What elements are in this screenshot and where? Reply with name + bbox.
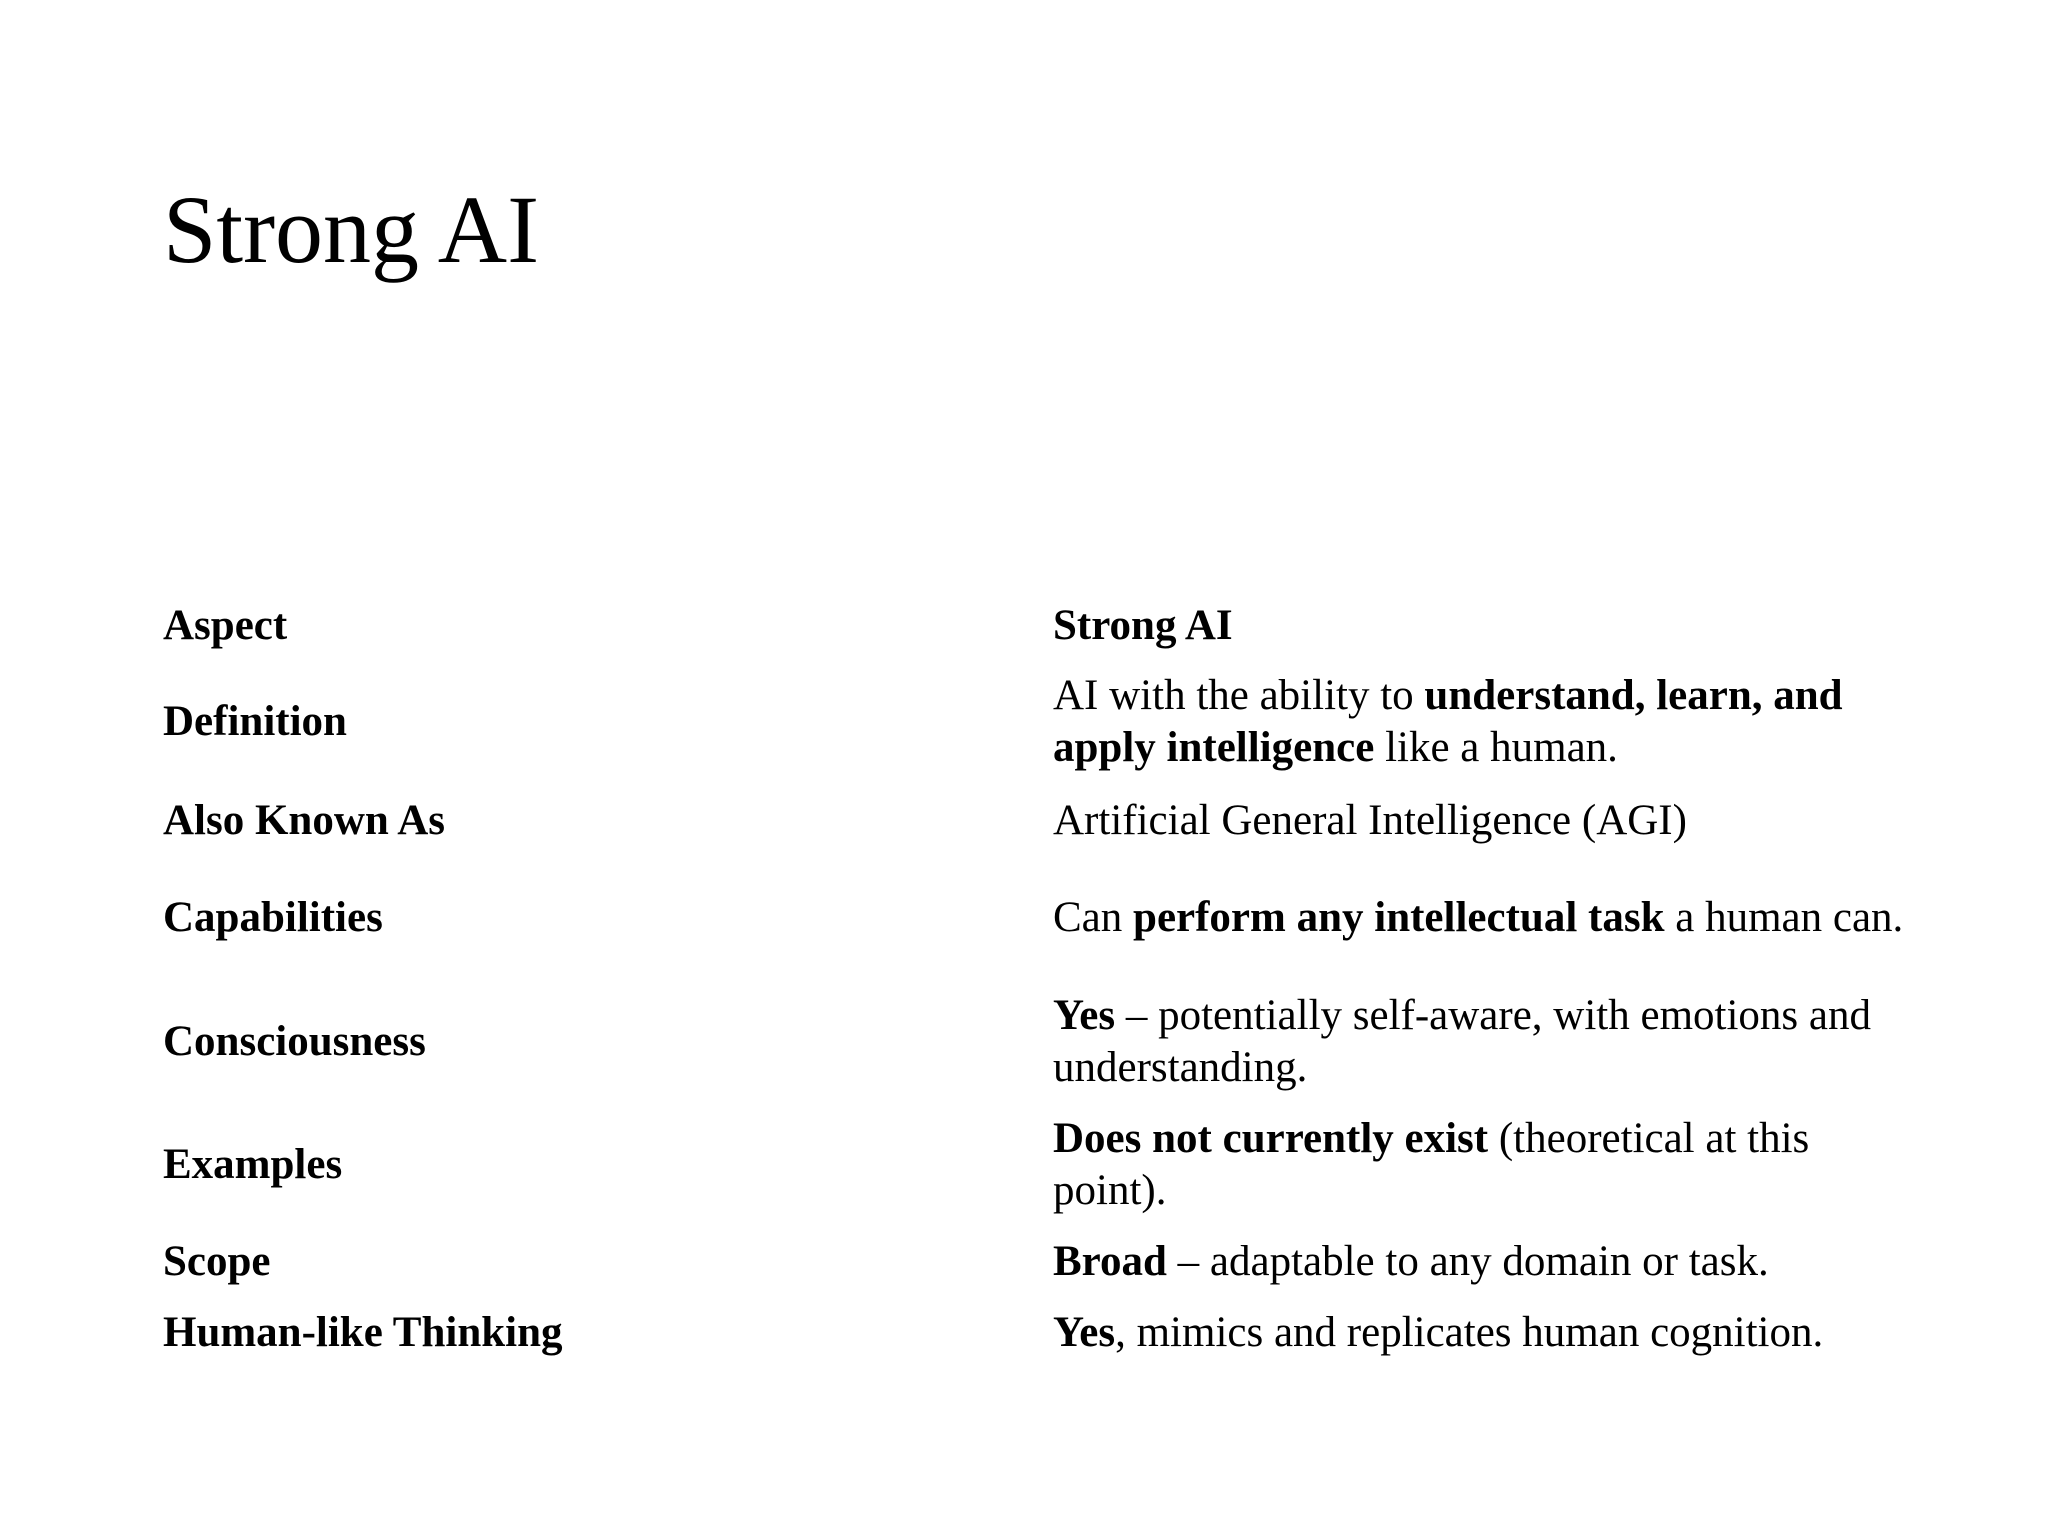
value-emphasis: Yes	[1053, 992, 1116, 1039]
value-text: – adaptable to any domain or task.	[1166, 1238, 1769, 1285]
value-text: like a human.	[1374, 724, 1618, 771]
value-emphasis: understand, learn, and apply intelligence	[1053, 672, 1843, 771]
row-aspect-definition: Definition	[163, 698, 347, 745]
row-aspect-also-known-as: Also Known As	[163, 797, 445, 844]
table-row	[163, 1236, 1913, 1288]
row-value-definition	[1053, 670, 1913, 774]
value-text: a human can.	[1664, 894, 1904, 941]
table-header-row	[163, 600, 1913, 652]
value-text: – potentially self-aware, with emotions and understanding.	[1053, 992, 1871, 1091]
value-text: Artificial General Intelligence (AGI)	[1053, 797, 1687, 844]
row-aspect-capabilities: Capabilities	[163, 894, 383, 941]
value-text: Can	[1053, 894, 1134, 941]
row-value-examples	[1053, 1113, 1913, 1217]
row-value-also-known-as	[1053, 795, 1913, 847]
value-text: (theoretical at this point).	[1053, 1115, 1810, 1214]
row-value-consciousness	[1053, 990, 1913, 1094]
slide-title: Strong AI	[163, 176, 540, 283]
table-row	[163, 1307, 1913, 1359]
row-aspect-examples: Examples	[163, 1141, 343, 1188]
header-strong-ai: Strong AI	[1053, 602, 1233, 649]
value-emphasis: Broad	[1053, 1238, 1167, 1285]
table-row	[163, 795, 1913, 847]
table-row	[163, 866, 1913, 970]
table-row	[163, 670, 1913, 774]
row-aspect-human-like-thinking: Human-like Thinking	[163, 1309, 563, 1356]
row-aspect-scope: Scope	[163, 1238, 271, 1285]
row-value-capabilities	[1053, 892, 1913, 944]
row-value-scope	[1053, 1236, 1913, 1288]
header-aspect: Aspect	[163, 602, 288, 649]
table-row	[163, 1113, 1913, 1217]
value-emphasis: Yes	[1053, 1309, 1116, 1356]
table-row	[163, 990, 1913, 1094]
row-value-human-like-thinking	[1053, 1307, 1913, 1359]
value-emphasis: perform any intellectual task	[1133, 894, 1665, 941]
row-aspect-consciousness: Consciousness	[163, 1018, 426, 1065]
value-text: AI with the ability to	[1053, 672, 1425, 719]
value-text: , mimics and replicates human cognition.	[1115, 1309, 1824, 1356]
value-emphasis: Does not currently exist	[1053, 1115, 1489, 1162]
